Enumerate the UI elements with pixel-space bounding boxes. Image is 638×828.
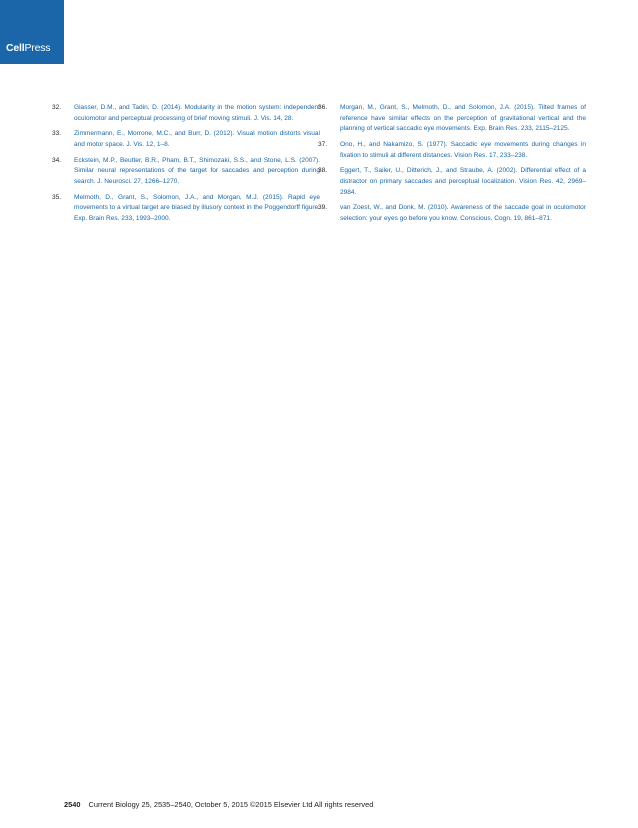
logo-text — [6, 42, 50, 54]
reference-number: 34. — [52, 156, 62, 164]
reference-item — [52, 129, 320, 150]
reference-number: 37. — [318, 140, 328, 148]
footer-citation: Current Biology 25, 2535–2540, October 5, 2015 ©2015 Elsevier Ltd All rights reserved — [88, 800, 374, 809]
cellpress-logo — [0, 0, 64, 64]
reference-link[interactable]: Eckstein, M.P., Beutter, B.R., Pham, B.T., Shimozaki, S.S., and Stone, L.S. (2007). Similar neural representations of the target for saccades and perception during search. J. Neurosci. 27, 1266–1270. — [74, 156, 320, 185]
reference-item — [52, 193, 320, 225]
logo-text-rest: Press — [24, 42, 51, 54]
reference-item — [318, 140, 586, 161]
references-right-column — [318, 103, 586, 230]
reference-number: 32. — [52, 104, 62, 111]
page-number: 2540 — [64, 800, 81, 809]
reference-link[interactable]: Eggert, T., Sailer, U., Ditterich, J., and Straube, A. (2002). Differential effect of a distractor on primary saccades and perceptual localization. Vision Res. 42, 2969–2984. — [340, 167, 586, 196]
references-left-column — [52, 103, 320, 230]
reference-item — [52, 156, 320, 188]
page-footer — [64, 800, 373, 809]
reference-number: 33. — [52, 130, 62, 138]
reference-link[interactable]: Zimmermann, E., Morrone, M.C., and Burr, D. (2012). Visual motion distorts visual and motor space. J. Vis. 12, 1–8. — [74, 130, 320, 148]
reference-link[interactable]: Ono, H., and Nakamizo, S. (1977). Saccadic eye movements during changes in fixation to stimuli at different distances. Vision Res. 17, 233–238. — [340, 140, 586, 159]
reference-number: 38. — [318, 167, 328, 175]
logo-text-bold: Cell — [6, 42, 25, 54]
reference-link[interactable]: Morgan, M., Grant, S., Melmoth, D., and Solomon, J.A. (2015). Tilted frames of reference have similar effects on the perception of gravitational vertical and the planning of vertical saccadic eye movements. Exp. Brain Res. 233, 2115–2125. — [340, 104, 586, 133]
reference-item — [52, 103, 320, 124]
reference-link[interactable]: Melmoth, D., Grant, S., Solomon, J.A., and Morgan, M.J. (2015). Rapid eye movements to a virtual target are biased by illusory context in the Poggendorff figure. Exp. Brain Res. 233, 1993–2000. — [74, 193, 320, 222]
reference-number: 39. — [318, 204, 328, 212]
reference-link[interactable]: van Zoest, W., and Donk, M. (2010). Awareness of the saccade goal in oculomotor selection: your eyes go before you know. Conscious. Cogn. 19, 861–871. — [340, 204, 586, 222]
reference-item — [318, 103, 586, 135]
reference-number: 35. — [52, 193, 62, 201]
reference-link[interactable]: Glasser, D.M., and Tadin, D. (2014). Modularity in the motion system: independent oculomotor and perceptual processing of brief moving stimuli. J. Vis. 14, 28. — [74, 104, 320, 122]
reference-item — [318, 203, 586, 224]
reference-item — [318, 166, 586, 198]
reference-number: 36. — [318, 104, 328, 111]
